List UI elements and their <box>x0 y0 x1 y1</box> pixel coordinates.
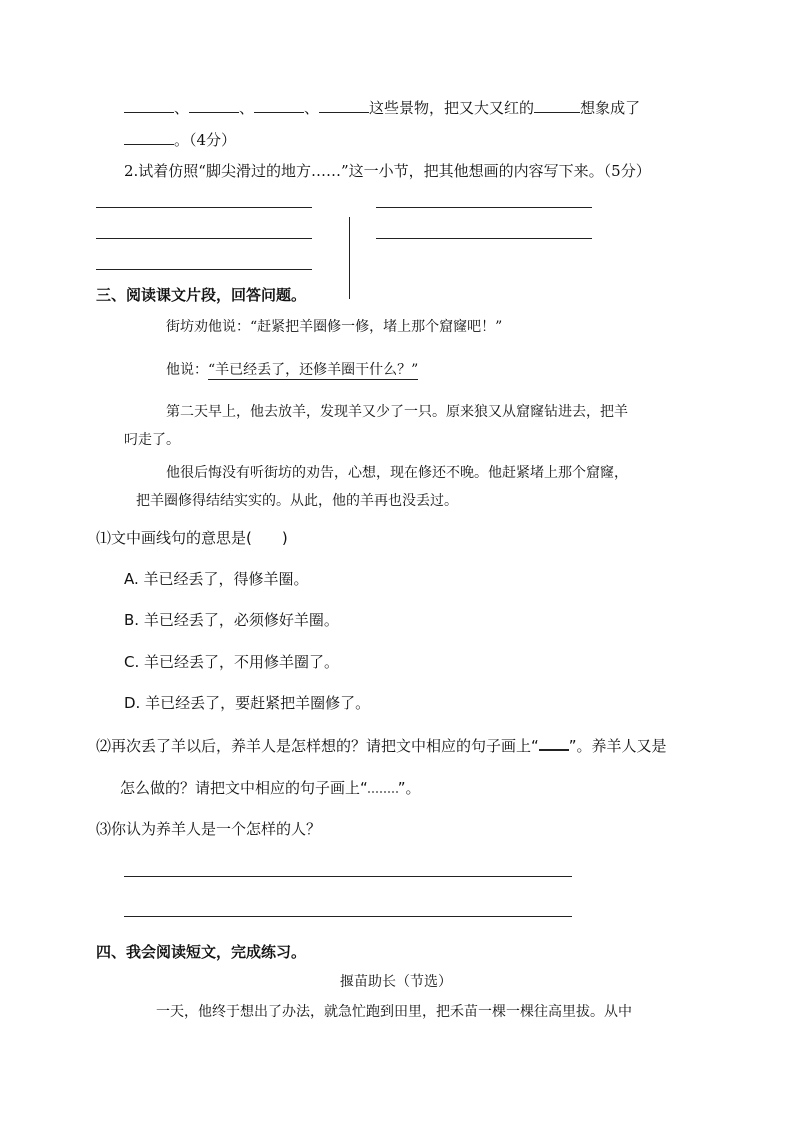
question-2-text-d: ”。 <box>397 779 421 797</box>
q1-text-end: 想象成了 <box>580 99 641 117</box>
passage-paragraph-4-line-1: 他很后悔没有听街坊的劝告，心想，现在修还不晚。他赶紧堵上那个窟窿， <box>166 465 628 481</box>
q1-blanks-line-2 <box>124 130 236 149</box>
separator: 、 <box>174 99 190 117</box>
passage-paragraph-2 <box>166 362 418 379</box>
passage-paragraph-1: 街坊劝他说：“赶紧把羊圈修一修，堵上那个窟窿吧！” <box>166 319 503 335</box>
answer-blank[interactable] <box>124 130 174 145</box>
answer-line[interactable] <box>376 207 592 208</box>
underlined-sentence: “羊已经丢了，还修羊圈干什么？” <box>208 362 419 378</box>
option-c[interactable] <box>124 653 339 671</box>
q1-line2-end: 。（4分） <box>174 131 237 149</box>
option-a[interactable] <box>124 570 309 588</box>
passage-paragraph-4-line-2: 把羊圈修得结结实实的。从此，他的羊再也没丢过。 <box>136 493 458 509</box>
option-letter: C. <box>124 653 140 671</box>
question-2-text-c: 怎么做的？请把文中相应的句子画上“ <box>120 779 368 797</box>
passage-paragraph-3-line-2: 叼走了。 <box>124 432 180 448</box>
answer-blank[interactable] <box>534 98 580 113</box>
answer-line[interactable] <box>124 876 572 877</box>
passage-title: 揠苗助长（节选） <box>340 974 452 990</box>
q1-blanks-line <box>124 98 640 117</box>
answer-blank[interactable] <box>189 98 239 113</box>
passage-paragraph-3-line-1: 第二天早上，他去放羊，发现羊又少了一只。原来狼又从窟窿钻进去，把羊 <box>166 404 628 420</box>
straight-underline-sample <box>539 737 569 751</box>
section-heading-3: 三、阅读课文片段，回答问题。 <box>96 286 307 304</box>
answer-blank[interactable] <box>319 98 369 113</box>
question-2-line-2 <box>120 779 421 797</box>
answer-line[interactable] <box>96 269 312 270</box>
option-b[interactable] <box>124 611 339 629</box>
option-text: 羊已经丢了，要赶紧把羊圈修了。 <box>145 694 371 712</box>
answer-line[interactable] <box>124 916 572 917</box>
answer-blank[interactable] <box>254 98 304 113</box>
q2-prompt: 2.试着仿照“脚尖滑过的地方……”这一小节，把其他想画的内容写下来。（5分） <box>124 162 651 180</box>
question-2-text-a: ⑵再次丢了羊以后，养羊人是怎样想的？请把文中相应的句子画上“ <box>96 737 539 755</box>
answer-blank[interactable] <box>124 98 174 113</box>
question-2-text-b: ”。养羊人又是 <box>568 737 667 755</box>
q1-text-mid: 这些景物，把又大又红的 <box>369 99 535 117</box>
speaker-label: 他说： <box>166 362 208 378</box>
section-heading-4: 四、我会阅读短文，完成练习。 <box>96 943 307 961</box>
answer-line[interactable] <box>96 207 312 208</box>
option-text: 羊已经丢了，不用修羊圈了。 <box>144 653 340 671</box>
answer-line[interactable] <box>96 238 312 239</box>
option-text: 羊已经丢了，得修羊圈。 <box>143 570 309 588</box>
question-1-stem: ⑴文中画线句的意思是( ) <box>96 529 288 547</box>
option-d[interactable] <box>124 694 370 712</box>
separator: 、 <box>304 99 320 117</box>
separator: 、 <box>239 99 255 117</box>
option-letter: A. <box>124 570 139 588</box>
divider-vertical <box>349 217 350 299</box>
option-letter: D. <box>124 694 141 712</box>
option-text: 羊已经丢了，必须修好羊圈。 <box>143 611 339 629</box>
question-2-line-1 <box>96 737 667 755</box>
answer-line[interactable] <box>376 238 592 239</box>
option-letter: B. <box>124 611 140 629</box>
passage-line-1: 一天，他终于想出了办法，就急忙跑到田里，把禾苗一棵一棵往高里拔。从中 <box>156 1004 632 1020</box>
wavy-underline-sample <box>368 779 398 793</box>
question-3-stem: ⑶你认为养羊人是一个怎样的人？ <box>96 820 322 838</box>
